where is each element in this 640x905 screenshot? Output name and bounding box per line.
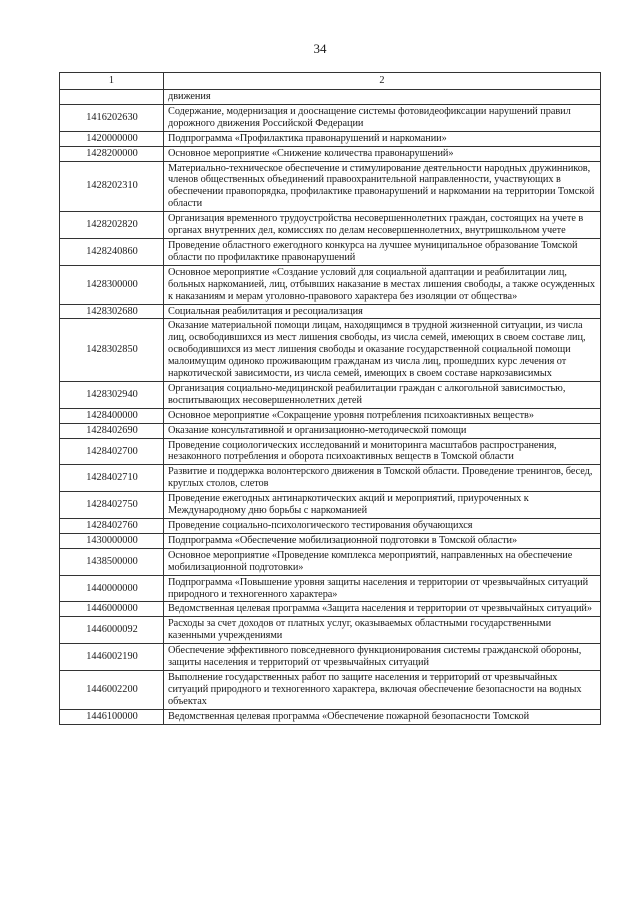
row-code-cell: 1428240860 xyxy=(60,238,164,265)
table-row xyxy=(60,161,601,212)
row-description-cell: Подпрограмма «Профилактика правонарушений и наркомании» xyxy=(164,131,601,146)
table-header-row xyxy=(60,73,601,90)
row-code-cell: 1438500000 xyxy=(60,548,164,575)
table-row xyxy=(60,90,601,105)
table-row xyxy=(60,408,601,423)
row-description-cell: Обеспечение эффективного повседневного функционирования системы гражданской обороны, защиты населения и территорий от чрезвычайных ситуаций xyxy=(164,644,601,671)
row-code-cell: 1428400000 xyxy=(60,408,164,423)
row-description-cell: Развитие и поддержка волонтерского движения в Томской области. Проведение тренингов, бесед, круглых столов, слетов xyxy=(164,465,601,492)
row-description-cell: Организация временного трудоустройства несовершеннолетних граждан, состоящих на учете в органах внутренних дел, комиссиях по делам несовершеннолетних, внутришкольном учете xyxy=(164,212,601,239)
row-description-cell: Проведение социально-психологического тестирования обучающихся xyxy=(164,519,601,534)
table-row xyxy=(60,238,601,265)
row-code-cell: 1446000000 xyxy=(60,602,164,617)
row-description-cell: Проведение областного ежегодного конкурса на лучшее муниципальное образование Томской области по профилактике правонарушений xyxy=(164,238,601,265)
row-code-cell: 1428402690 xyxy=(60,423,164,438)
column-header-code: 1 xyxy=(60,73,164,90)
table-row xyxy=(60,131,601,146)
row-code-cell: 1428402710 xyxy=(60,465,164,492)
table-row xyxy=(60,709,601,724)
row-description-cell: Социальная реабилитация и ресоциализация xyxy=(164,304,601,319)
row-description-cell: Выполнение государственных работ по защите населения и территорий от чрезвычайных ситуаций природного и техногенного характера, включая обеспечение безопасности на водных объектах xyxy=(164,670,601,709)
table-row xyxy=(60,575,601,602)
row-description-cell: Проведение социологических исследований и мониторинга масштабов распространения, незаконного потребления и оборота психоактивных веществ в Томской области xyxy=(164,438,601,465)
row-description-cell: Основное мероприятие «Снижение количества правонарушений» xyxy=(164,146,601,161)
table-row xyxy=(60,438,601,465)
table-row xyxy=(60,492,601,519)
row-description-cell: Оказание материальной помощи лицам, находящимся в трудной жизненной ситуации, из числа лиц, освободившихся из мест лишения свободы, из числа семей, имеющих в своем составе лиц, освободившихся из мест лишения свободы и оказание государственной социальной помощи малоимущим одиноко проживающим гражданам из числа лиц, прошедших курс лечения от наркотической зависимости, из числа семей, имеющих в своем составе наркозависимых xyxy=(164,319,601,382)
row-description-cell: Подпрограмма «Повышение уровня защиты населения и территории от чрезвычайных ситуаций природного и техногенного характера» xyxy=(164,575,601,602)
row-description-cell: Подпрограмма «Обеспечение мобилизационной подготовки в Томской области» xyxy=(164,533,601,548)
table-row xyxy=(60,670,601,709)
row-description-cell: Основное мероприятие «Проведение комплекса мероприятий, направленных на обеспечение мобилизационной подготовки» xyxy=(164,548,601,575)
table-row xyxy=(60,533,601,548)
row-description-cell: Оказание консультативной и организационно-методической помощи xyxy=(164,423,601,438)
row-description-cell: Организация социально-медицинской реабилитации граждан с алкогольной зависимостью, воспитывающих несовершеннолетних детей xyxy=(164,381,601,408)
row-code-cell: 1416202630 xyxy=(60,104,164,131)
table-row xyxy=(60,104,601,131)
row-code-cell: 1420000000 xyxy=(60,131,164,146)
row-code-cell: 1428202820 xyxy=(60,212,164,239)
table-row xyxy=(60,465,601,492)
table-row xyxy=(60,381,601,408)
row-description-cell: Расходы за счет доходов от платных услуг, оказываемых областными государственными казенными учреждениями xyxy=(164,617,601,644)
row-description-cell: Основное мероприятие «Сокращение уровня потребления психоактивных веществ» xyxy=(164,408,601,423)
table-row xyxy=(60,146,601,161)
row-code-cell: 1446000092 xyxy=(60,617,164,644)
row-code-cell: 1428202310 xyxy=(60,161,164,212)
table-row xyxy=(60,319,601,382)
row-code-cell xyxy=(60,90,164,105)
row-description-cell: Ведомственная целевая программа «Защита населения и территории от чрезвычайных ситуаций» xyxy=(164,602,601,617)
row-code-cell: 1430000000 xyxy=(60,533,164,548)
table-row xyxy=(60,617,601,644)
row-code-cell: 1428302680 xyxy=(60,304,164,319)
row-description-cell: Ведомственная целевая программа «Обеспечение пожарной безопасности Томской xyxy=(164,709,601,724)
budget-classification-table xyxy=(59,72,601,725)
table-row xyxy=(60,602,601,617)
row-description-cell: Материально-техническое обеспечение и стимулирование деятельности народных дружинников, членов общественных объединений правоохранительной направленности, участвующих в обеспечении правопорядка, профилактике правонарушений и наркомании на территории Томской области xyxy=(164,161,601,212)
row-code-cell: 1428402750 xyxy=(60,492,164,519)
row-code-cell: 1428200000 xyxy=(60,146,164,161)
table-row xyxy=(60,212,601,239)
row-description-cell: Проведение ежегодных антинаркотических акций и мероприятий, приуроченных к Международному дню борьбы с наркоманией xyxy=(164,492,601,519)
row-description-cell: Основное мероприятие «Создание условий для социальной адаптации и реабилитации лиц, больных наркоманией, лиц, отбывших наказание в местах лишения свободы, а также осужденных к наказаниям и мерам уголовно-правового характера без изоляции от общества» xyxy=(164,265,601,304)
table-row xyxy=(60,265,601,304)
row-code-cell: 1446002190 xyxy=(60,644,164,671)
row-description-cell: Содержание, модернизация и дооснащение системы фотовидеофиксации нарушений правил дорожного движения Российской Федерации xyxy=(164,104,601,131)
row-code-cell: 1428302940 xyxy=(60,381,164,408)
row-code-cell: 1428402700 xyxy=(60,438,164,465)
row-code-cell: 1440000000 xyxy=(60,575,164,602)
table-row xyxy=(60,644,601,671)
row-code-cell: 1428302850 xyxy=(60,319,164,382)
row-code-cell: 1446002200 xyxy=(60,670,164,709)
table-row xyxy=(60,423,601,438)
table-row xyxy=(60,548,601,575)
row-description-cell: движения xyxy=(164,90,601,105)
table-row xyxy=(60,519,601,534)
column-header-description: 2 xyxy=(164,73,601,90)
row-code-cell: 1428300000 xyxy=(60,265,164,304)
row-code-cell: 1428402760 xyxy=(60,519,164,534)
page-number: 34 xyxy=(313,41,327,56)
row-code-cell: 1446100000 xyxy=(60,709,164,724)
table-row xyxy=(60,304,601,319)
